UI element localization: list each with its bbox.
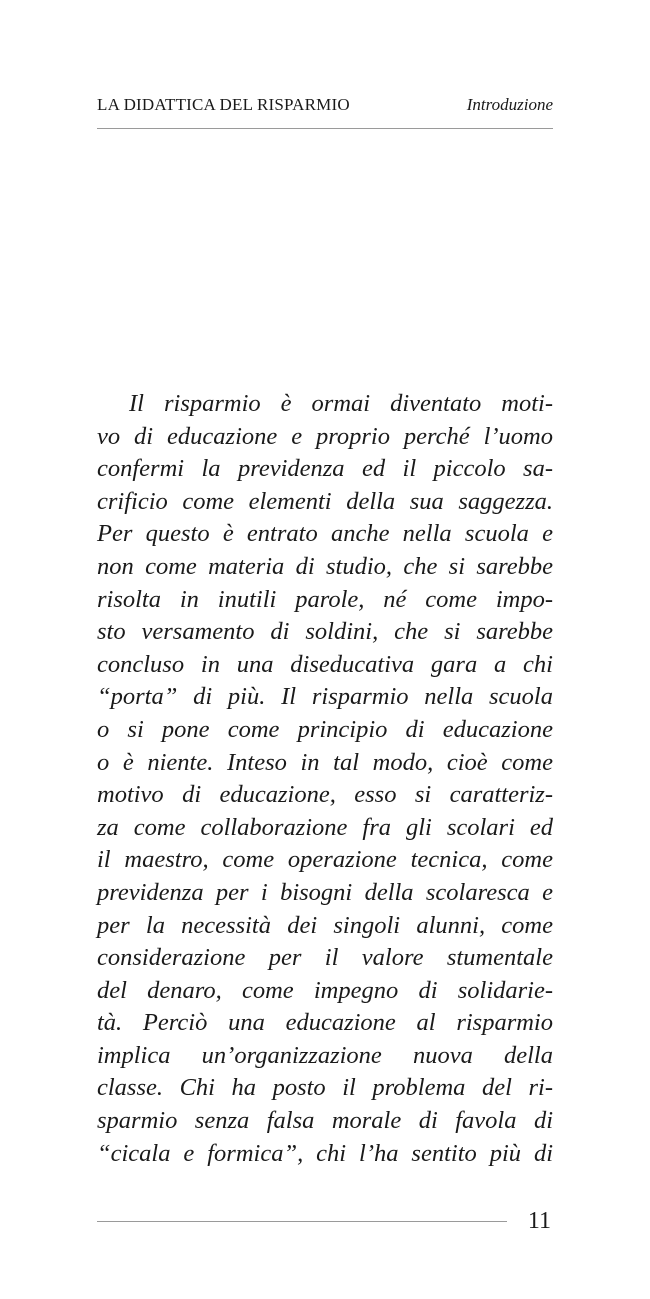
text-line: sparmio senza falsa morale di favola di [97,1107,553,1135]
text-line: crificio come elementi della sua saggezza. [97,487,553,515]
header-rule [97,128,553,129]
text-line: classe. Chi ha posto il problema del ri- [97,1074,553,1102]
text-line: risolta in inutili parole, né come impo- [97,585,553,613]
text-line: “cicala e formica”, chi l’ha sentito più di [97,1139,553,1167]
text-line: o è niente. Inteso in tal modo, cioè come [97,748,553,776]
page-number: 11 [527,1208,551,1234]
text-line: implica un’organizzazione nuova della [97,1041,553,1069]
text-line: o si pone come principio di educazione [97,715,553,743]
running-head [97,94,553,116]
section-title: Introduzione [466,95,553,114]
text-line: vo di educazione e proprio perché l’uomo [97,422,553,450]
footer-rule [97,1221,507,1222]
text-line: confermi la previdenza ed il piccolo sa- [97,455,553,483]
text-line: per la necessità dei singoli alunni, come [97,911,553,939]
text-line: concluso in una diseducativa gara a chi [97,650,553,678]
text-line: non come materia di studio, che si sarebbe [97,552,553,580]
text-line: il maestro, come operazione tecnica, come [97,846,553,874]
text-line: previdenza per i bisogni della scolaresca e [97,878,553,906]
text-line: Per questo è entrato anche nella scuola e [97,520,553,548]
book-title: LA DIDATTICA DEL RISPARMIO [97,95,350,114]
text-line: motivo di educazione, esso si caratteriz- [97,781,553,809]
text-line: sto versamento di soldini, che si sarebbe [97,618,553,646]
page-footer [97,1205,553,1237]
text-line: za come collaborazione fra gli scolari ed [97,813,553,841]
text-line: del denaro, come impegno di solidarie- [97,976,553,1004]
text-line: Il risparmio è ormai diventato moti- [129,390,553,417]
text-line: tà. Perciò una educazione al risparmio [97,1009,553,1037]
text-line: considerazione per il valore stumentale [97,944,553,972]
body-paragraph [97,388,553,1170]
text-line: “porta” di più. Il risparmio nella scuola [97,683,553,711]
